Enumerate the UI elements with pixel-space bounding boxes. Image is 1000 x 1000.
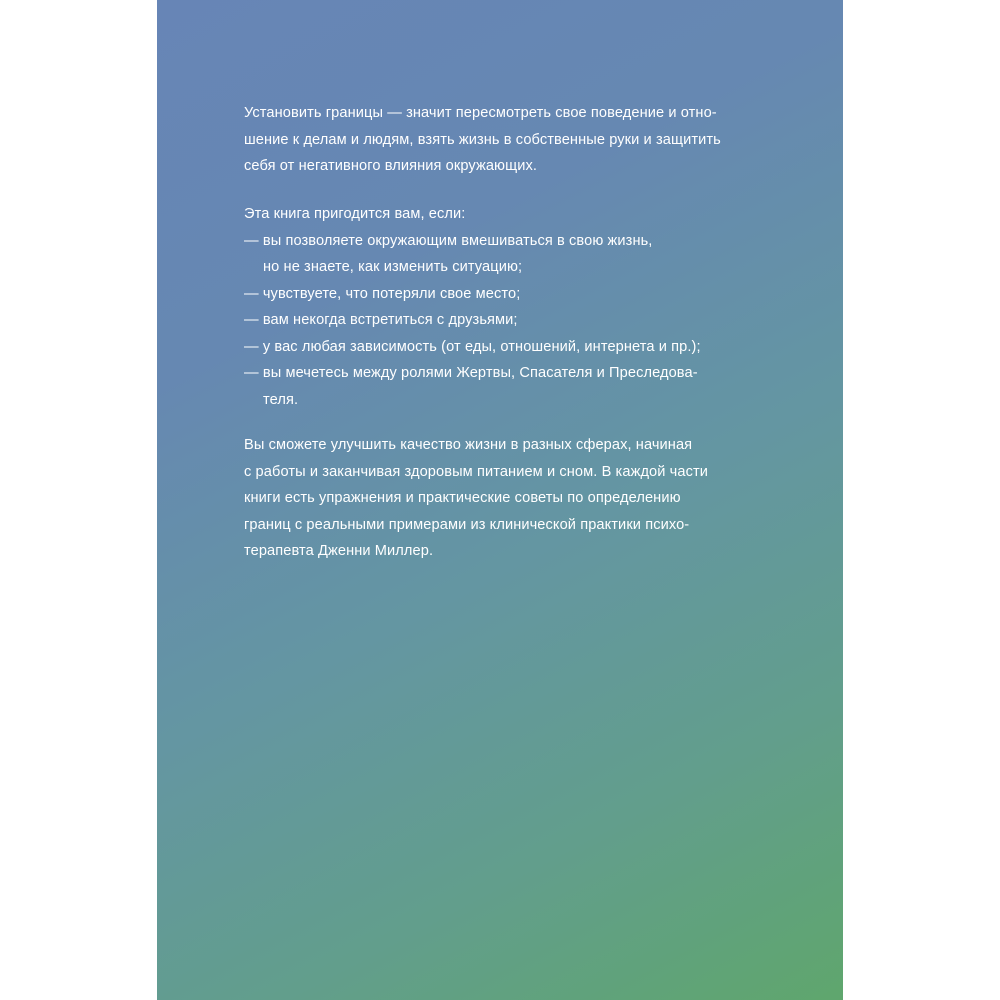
list-item bbox=[244, 307, 764, 334]
outro-paragraph bbox=[244, 432, 764, 565]
list-item bbox=[244, 360, 764, 413]
list-item bbox=[244, 334, 764, 361]
audience-list bbox=[244, 201, 764, 413]
list-item-line: — чувствуете, что потеряли свое место; bbox=[244, 285, 521, 302]
list-item-continuation: но не знаете, как изменить ситуацию; bbox=[263, 259, 523, 275]
intro-line: Установить границы — значит пересмотреть свое поведение и отно- bbox=[244, 105, 717, 121]
outro-line: с работы и заканчивая здоровым питанием и сном. В каждой части bbox=[244, 463, 709, 480]
book-back-cover bbox=[157, 0, 843, 1000]
list-item-continuation: теля. bbox=[263, 391, 299, 408]
intro-line: себя от негативного влияния окружающих. bbox=[244, 158, 537, 174]
list-item-line: — вам некогда встретиться с друзьями; bbox=[244, 312, 518, 328]
outro-line: терапевта Дженни Миллер. bbox=[244, 543, 434, 559]
list-item-line: — вы мечетесь между ролями Жертвы, Спасателя и Преследова- bbox=[244, 365, 698, 381]
list-lead: Эта книга пригодится вам, если: bbox=[244, 206, 466, 222]
outro-line: книги есть упражнения и практические советы по определению bbox=[244, 490, 681, 506]
outro-line: Вы сможете улучшить качество жизни в разных сферах, начиная bbox=[244, 437, 693, 453]
outro-line: границ с реальными примерами из клинической практики психо- bbox=[244, 516, 690, 533]
list-item-line: — у вас любая зависимость (от еды, отношений, интернета и пр.); bbox=[244, 338, 701, 355]
list-item-line: — вы позволяете окружающим вмешиваться в свою жизнь, bbox=[244, 232, 653, 249]
intro-line: шение к делам и людям, взять жизнь в собственные руки и защитить bbox=[244, 131, 721, 148]
list-item bbox=[244, 281, 764, 308]
list-item bbox=[244, 228, 764, 281]
intro-paragraph bbox=[244, 100, 764, 180]
